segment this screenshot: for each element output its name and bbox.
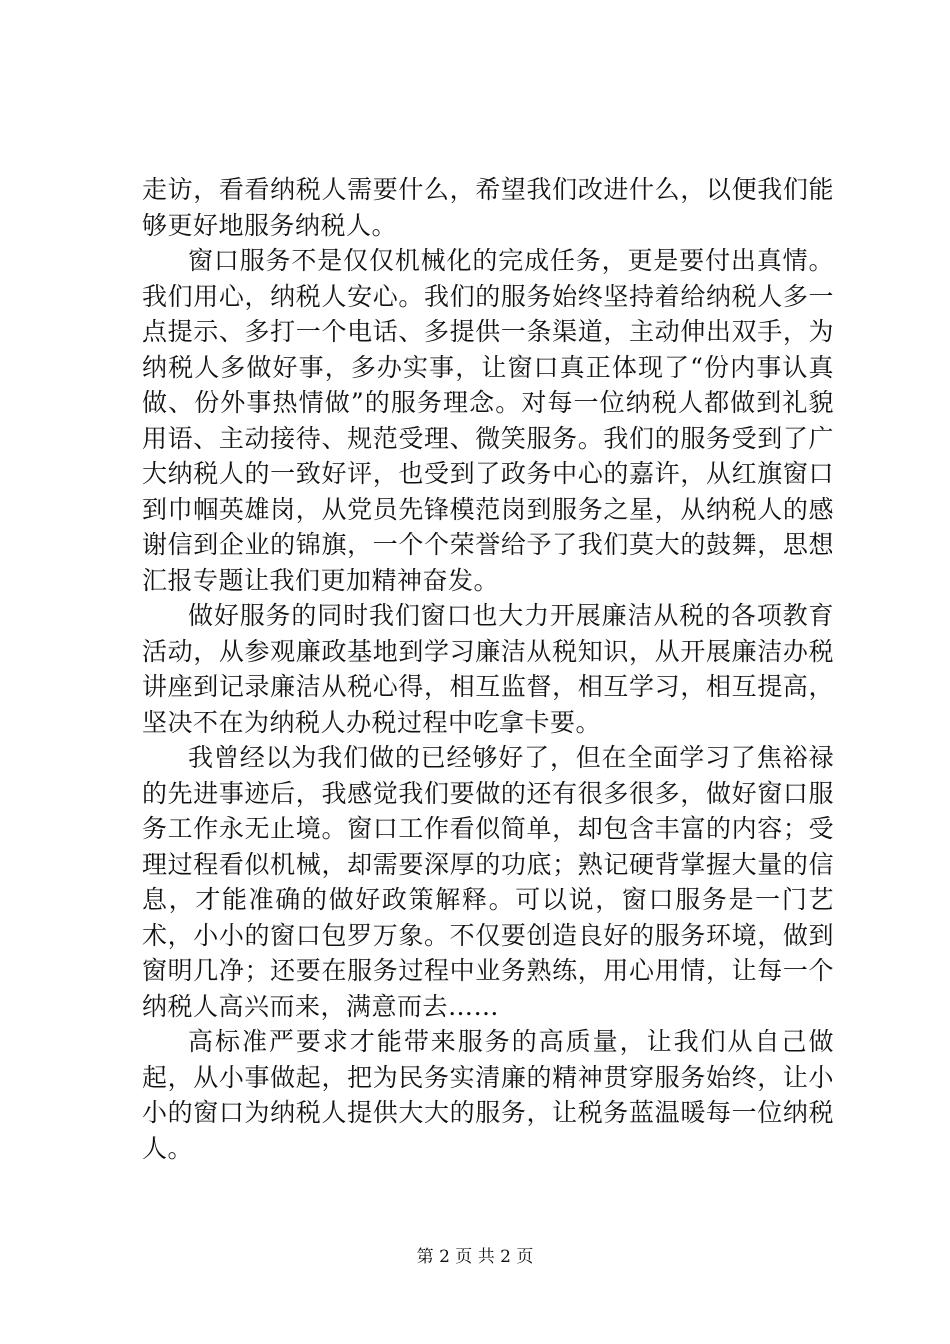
paragraph-2: 窗口服务不是仅仅机械化的完成任务，更是要付出真情。我们用心，纳税人安心。我们的服务始终坚持着给纳税人多一点提示、多打一个电话、多提供一条渠道，主动伸出双手，为纳税人多做好事，多办实事，让窗口真正体现了“份内事认真做、份外事热情做”的服务理念。对每一位纳税人都做到礼貌用语、主动接待、规范受理、微笑服务。我们的服务受到了广大纳税人的一致好评，也受到了政务中心的嘉许，从红旗窗口到巾帼英雄岗，从党员先锋模范岗到服务之星，从纳税人的感谢信到企业的锦旗，一个个荣誉给予了我们莫大的鼓舞，思想汇报专题让我们更加精神奋发。 <box>142 246 834 595</box>
paragraph-1: 走访，看看纳税人需要什么，希望我们改进什么，以便我们能够更好地服务纳税人。 <box>142 175 834 240</box>
document-body <box>142 172 834 1166</box>
page-number-footer: 第 2 页 共 2 页 <box>416 1247 534 1267</box>
paragraph-5: 高标准严要求才能带来服务的高质量，让我们从自己做起，从小事做起，把为民务实清廉的精神贯穿服务始终，让小小的窗口为纳税人提供大大的服务，让税务蓝温暖每一位纳税人。 <box>142 1027 834 1163</box>
paragraph-3: 做好服务的同时我们窗口也大力开展廉洁从税的各项教育活动，从参观廉政基地到学习廉洁从税知识，从开展廉洁办税讲座到记录廉洁从税心得，相互监督，相互学习，相互提高，坚决不在为纳税人办税过程中吃拿卡要。 <box>142 601 834 737</box>
paragraph-4: 我曾经以为我们做的已经够好了，但在全面学习了焦裕禄的先进事迹后，我感觉我们要做的还有很多很多，做好窗口服务工作永无止境。窗口工作看似简单，却包含丰富的内容；受理过程看似机械，却需要深厚的功底；熟记硬背掌握大量的信息，才能准确的做好政策解释。可以说，窗口服务是一门艺术，小小的窗口包罗万象。不仅要创造良好的服务环境，做到窗明几净；还要在服务过程中业务熟练，用心用情，让每一个纳税人高兴而来，满意而去…… <box>142 743 834 1021</box>
